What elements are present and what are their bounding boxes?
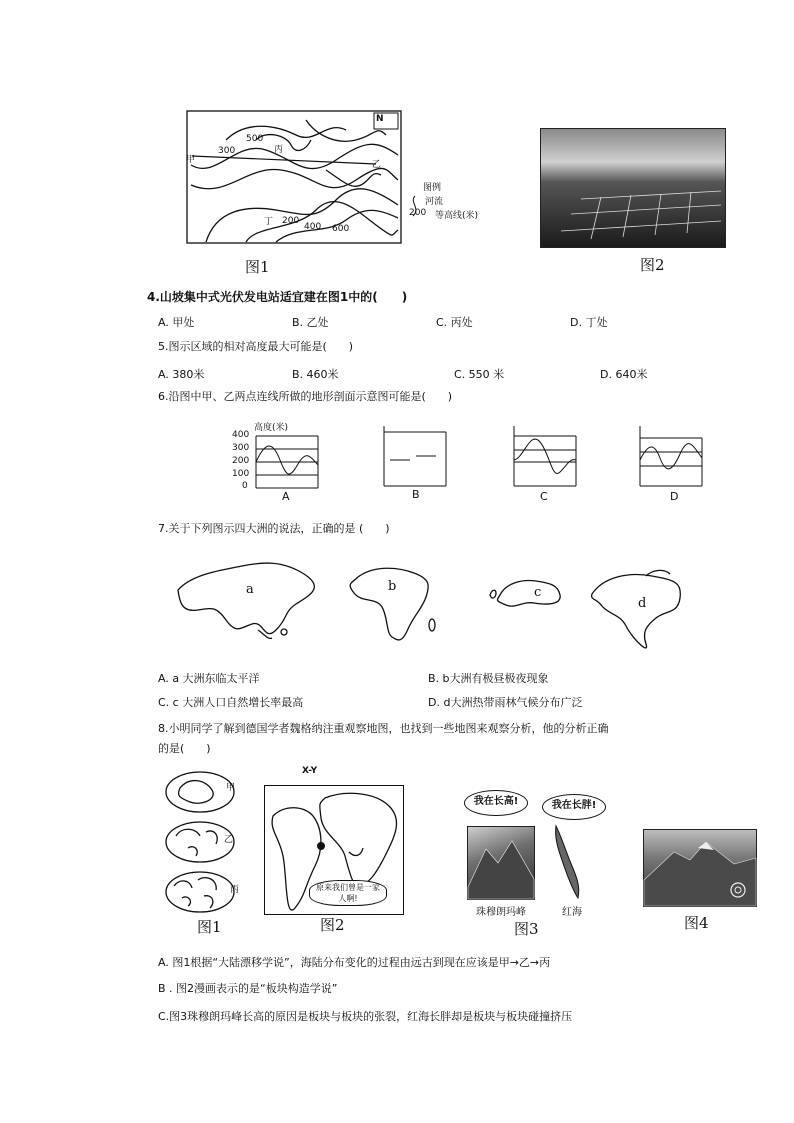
profile-d [636, 420, 706, 505]
everest-photo [467, 826, 535, 900]
label-everest: 珠穆朗玛峰 [476, 907, 526, 918]
label-yi: 乙 [372, 160, 382, 170]
profile-a-ylabel: 高度(米) [254, 423, 289, 433]
solar-panels-drawing [541, 129, 725, 247]
q8-caption-fig4: 图4 [684, 914, 709, 932]
bubble-everest: 我在长高! [464, 790, 528, 816]
profile-c-plot [510, 420, 580, 490]
globe-label-bing: 丙 [230, 885, 240, 895]
q7-option-d[interactable]: D. d大洲热带雨林气候分布广泛 [428, 696, 583, 709]
redsea-shape [548, 822, 588, 902]
label-bing: 丙 [274, 145, 284, 155]
q6-stem: 6.沿图中甲、乙两点连线所做的地形剖面示意图可能是( ) [158, 390, 453, 403]
corner-mark: X-Y [302, 766, 318, 776]
continent-b-label: b [388, 579, 397, 594]
q5-stem: 5.图示区域的相对高度最大可能是( ) [158, 340, 354, 353]
q8-option-a[interactable]: A. 图1根据“大陆漂移学说”，海陆分布变化的过程由远古到现在应该是甲→乙→丙 [158, 956, 551, 969]
q8-fig2-cartoon [264, 785, 404, 915]
contour-300: 300 [218, 146, 236, 156]
q8-option-c[interactable]: C.图3珠穆朗玛峰长高的原因是板块与板块的张裂，红海长胖却是板块与板块碰撞挤压 [158, 1010, 573, 1023]
continent-b-shape [348, 563, 438, 643]
profile-c-label[interactable]: C [540, 490, 548, 503]
profile-b-label[interactable]: B [412, 488, 420, 501]
redsea-drawing [548, 822, 588, 902]
q5-option-c[interactable]: C. 550 米 [454, 368, 505, 381]
caption-fig2: 图2 [640, 256, 665, 274]
profile-c [510, 420, 580, 505]
legend-title: 图例 [423, 183, 442, 193]
continent-c-label: c [534, 585, 542, 600]
q8-option-b[interactable]: B . 图2漫画表示的是“板块构造学说” [158, 982, 338, 995]
profile-a-plot [228, 420, 328, 490]
contour-200: 200 [282, 216, 300, 226]
q7-option-a[interactable]: A. a 大洲东临太平洋 [158, 672, 260, 685]
tick-400: 400 [232, 430, 250, 440]
profile-b-plot [380, 420, 450, 490]
profile-d-plot [636, 420, 706, 490]
globes-drawing [160, 770, 250, 918]
label-jia: 甲 [186, 155, 196, 165]
profile-a-label[interactable]: A [282, 490, 290, 503]
continent-b [348, 563, 438, 643]
q8-fig1-globes [160, 770, 250, 918]
q7-option-c[interactable]: C. c 大洲人口自然增长率最高 [158, 696, 304, 709]
profile-a [228, 420, 328, 505]
caption-fig1: 图1 [245, 258, 270, 276]
q4-option-c[interactable]: C. 丙处 [436, 316, 473, 329]
profile-d-label[interactable]: D [670, 490, 679, 503]
q8-caption-fig3: 图3 [514, 920, 539, 938]
solar-farm-photo [540, 128, 726, 248]
continent-c-shape [486, 575, 566, 615]
contour-400: 400 [304, 222, 322, 232]
q8-caption-fig1: 图1 [197, 918, 222, 936]
continent-c [486, 575, 566, 615]
continent-d-label: d [638, 596, 647, 611]
q4-option-b[interactable]: B. 乙处 [292, 316, 329, 329]
q8-stem-line2: 的是( ) [158, 742, 211, 755]
q8-caption-fig2: 图2 [320, 916, 345, 934]
profile-b [380, 420, 450, 505]
tick-0: 0 [242, 481, 248, 491]
q7-stem: 7.关于下列图示四大洲的说法，正确的是 ( ) [158, 522, 390, 535]
tick-200: 200 [232, 456, 250, 466]
contour-map [186, 110, 402, 244]
q5-option-a[interactable]: A. 380米 [158, 368, 205, 381]
legend-contour: 等高线(米) [435, 211, 479, 221]
tick-100: 100 [232, 469, 250, 479]
continent-d [586, 568, 686, 648]
label-redsea: 红海 [562, 907, 582, 918]
q4-stem: 4.山坡集中式光伏发电站适宜建在图1中的( ) [147, 290, 408, 304]
continent-a [172, 560, 312, 642]
legend-river: 河流 [425, 197, 444, 207]
mountain-fossil-drawing [644, 830, 756, 906]
everest-mountain-drawing [468, 827, 534, 899]
cartoon-speech-bubble: 原来我们曾是一家人啊! [309, 880, 387, 906]
q4-option-a[interactable]: A. 甲处 [158, 316, 195, 329]
contour-500: 500 [246, 134, 264, 144]
globe-label-jia: 甲 [226, 783, 236, 793]
q8-stem-line1: 8.小明同学了解到德国学者魏格纳注重观察地图，也找到一些地图来观察分析，他的分析正确 [158, 722, 609, 735]
label-ding: 丁 [264, 217, 274, 227]
map-legend [405, 180, 495, 230]
legend-contour-value: 200 [409, 208, 427, 218]
q7-option-b[interactable]: B. b大洲有极昼极夜现象 [428, 672, 549, 685]
globe-label-yi: 乙 [224, 835, 234, 845]
contour-600: 600 [332, 224, 350, 234]
tick-300: 300 [232, 443, 250, 453]
continent-a-label: a [246, 582, 254, 597]
continent-d-shape [586, 568, 686, 648]
continent-a-shape [172, 560, 312, 642]
bubble-redsea: 我在长胖! [542, 794, 606, 820]
q4-option-d[interactable]: D. 丁处 [570, 316, 608, 329]
q5-option-b[interactable]: B. 460米 [292, 368, 339, 381]
q5-option-d[interactable]: D. 640米 [600, 368, 648, 381]
north-label: N [376, 114, 384, 124]
q8-fig4-photo [643, 829, 757, 907]
